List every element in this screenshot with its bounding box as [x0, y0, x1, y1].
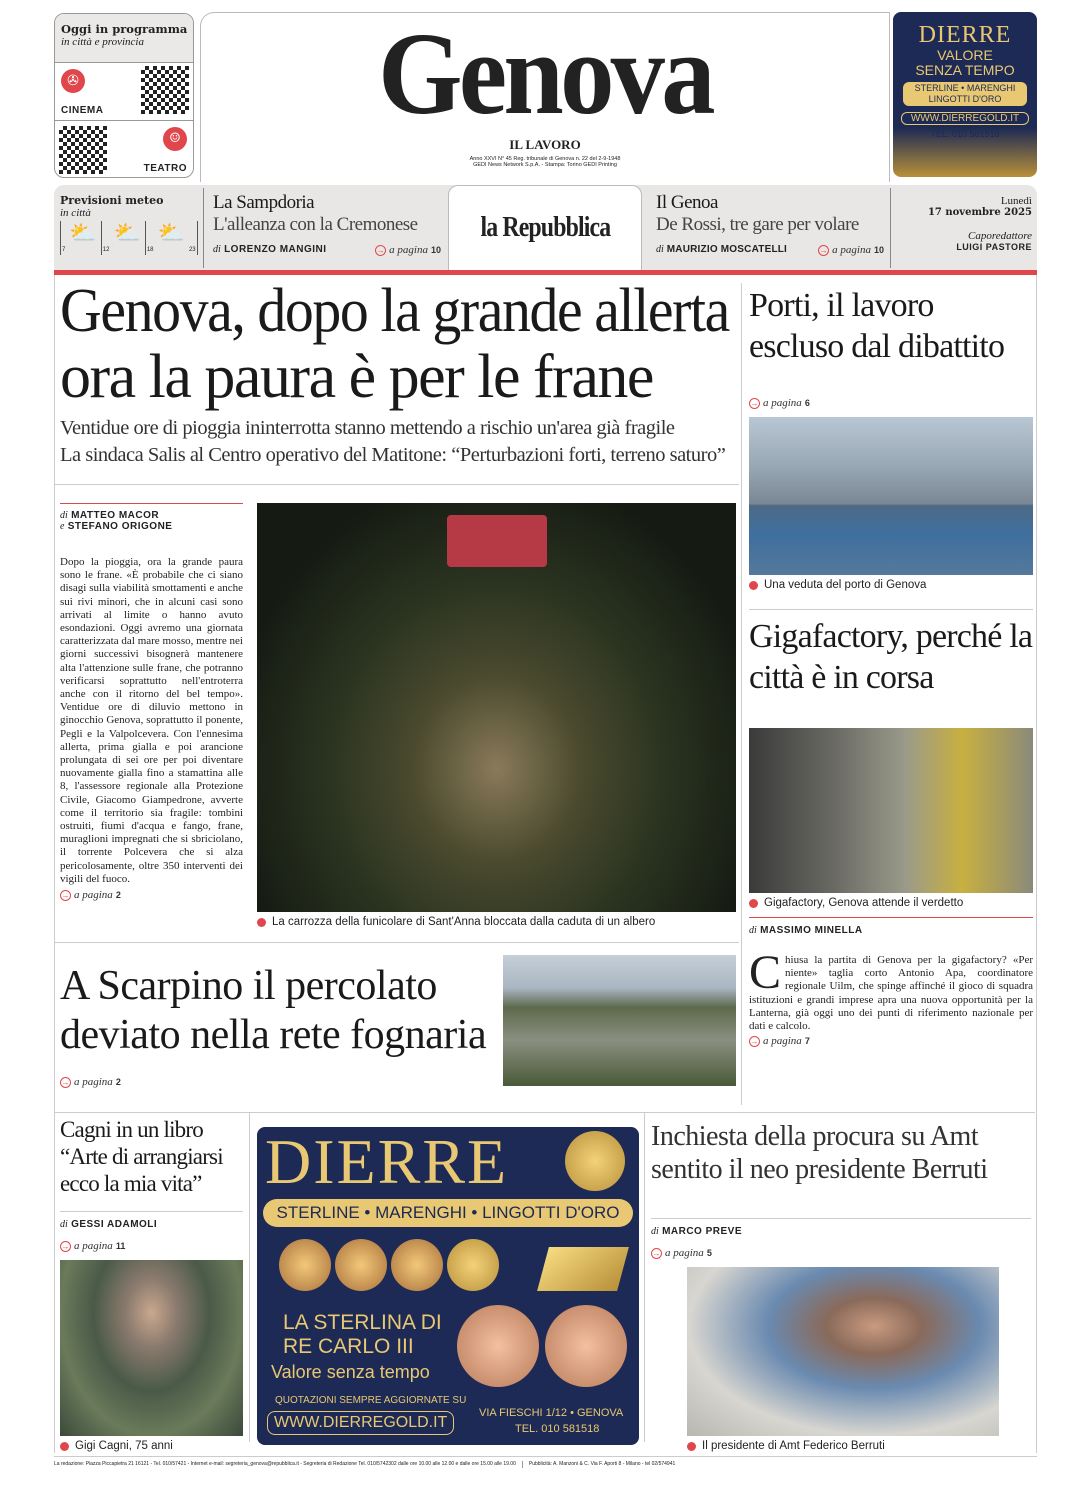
page-prefix: a pagina: [665, 1247, 704, 1259]
hour-label: 12: [101, 221, 110, 255]
meteo-title: Previsioni meteo: [60, 194, 164, 207]
page-number: 11: [115, 1241, 126, 1251]
masthead-info: GEDI News Network S.p.A. - Stampa: Torino GEDI Printing: [473, 162, 617, 168]
page-number: 6: [804, 398, 810, 408]
by-prefix: di: [651, 1226, 659, 1237]
author: GESSI ADAMOLI: [71, 1219, 158, 1230]
caption-dot-icon: [749, 581, 758, 590]
divider: [55, 942, 739, 943]
page-number: 2: [115, 890, 121, 901]
page-prefix: a pagina: [763, 1035, 802, 1048]
ad-text: VALORE: [937, 47, 993, 63]
teaser-kicker: La Sampdoria: [213, 192, 315, 213]
caption-dot-icon: [749, 899, 758, 908]
by-prefix: di: [749, 925, 757, 936]
ad-site: WWW.DIERREGOLD.IT: [267, 1411, 454, 1435]
body-text: hiusa la partita di Genova per la gigafactory? «Per niente» taglia corto Antonio Apa, coordinatore regionale Uilm, che spinge affinché il gioco di squadra istituzioni e grandi imprese apra una nuova opportunità per la Lanterna, già oggi uno dei punti di riferimento nazionale per dati e calcolo.: [749, 954, 1033, 1033]
ad-address: VIA FIESCHI 1/12 • GENOVA: [479, 1407, 624, 1419]
headline-line: ora la paura è per le frane: [60, 343, 653, 411]
cagni-headline[interactable]: Cagni in un libro “Arte di arrangiarsi ecco la mia vita”: [60, 1117, 223, 1196]
date-box: [895, 195, 1032, 252]
lead-headline[interactable]: [60, 278, 736, 410]
page-prefix: a pagina: [74, 889, 113, 902]
ad-tel: TEL. 010 581518: [930, 129, 1000, 139]
arrow-right-icon: →: [750, 398, 759, 408]
cinema-link[interactable]: [55, 62, 193, 120]
repubblica-logo: la Repubblica: [480, 212, 610, 243]
ad-text: RE CARLO III: [283, 1335, 414, 1358]
column-divider: [741, 283, 742, 1105]
berruti-photo: [687, 1267, 999, 1436]
author: MAURIZIO MOSCATELLI: [666, 244, 788, 255]
program-title: Oggi in programma: [61, 22, 188, 36]
page-link[interactable]: [60, 1240, 243, 1252]
page-prefix: a pagina: [763, 397, 802, 409]
giga-body: [749, 946, 1033, 1033]
amt-byline: [651, 1218, 1031, 1237]
arrow-right-icon: →: [61, 1077, 70, 1087]
page-number: 2: [115, 1077, 121, 1087]
caption-text: Gigafactory, Genova attende il verdetto: [764, 897, 964, 909]
hour-label: 18: [145, 221, 154, 255]
headline-line: Inchiesta della procura su Amt: [651, 1121, 979, 1152]
caption-text: Una veduta del porto di Genova: [764, 579, 927, 591]
by-prefix: di: [213, 244, 221, 255]
page-prefix: a pagina: [74, 1076, 113, 1088]
scarpino-photo: [503, 955, 736, 1086]
arrow-right-icon: →: [750, 1036, 759, 1046]
page-link[interactable]: [60, 1076, 121, 1088]
footer-rule: [54, 1456, 1037, 1457]
photo-caption: [257, 916, 736, 928]
cagni-byline: [60, 1211, 243, 1230]
ad-text: LINGOTTI D'ORO: [928, 94, 1002, 104]
caption-text: Il presidente di Amt Federico Berruti: [702, 1440, 885, 1452]
port-photo: [749, 417, 1033, 575]
photo-caption: [749, 579, 1033, 591]
lead-byline: [60, 503, 243, 532]
hour-label: 7: [60, 221, 65, 255]
editor-name: LUIGI PASTORE: [956, 242, 1032, 252]
strip-divider: [203, 188, 204, 268]
page-link[interactable]: [60, 889, 243, 901]
date-day: Lunedì: [1000, 195, 1032, 207]
column-divider: [249, 1112, 250, 1442]
coin-icon: [457, 1305, 539, 1387]
column-divider: [644, 1112, 645, 1442]
amt-column: [651, 1120, 1031, 1452]
masthead-subtitle: IL LAVORO: [509, 137, 581, 152]
scarpino-headline[interactable]: [60, 962, 495, 1060]
tram-car: [447, 515, 547, 567]
ad-text: QUOTAZIONI SEMPRE AGGIORNATE SU: [275, 1395, 467, 1406]
theater-mask-icon: ☺: [163, 127, 187, 151]
ad-text: LA STERLINA DI: [283, 1311, 442, 1334]
headline-line: Genova, dopo la grande allerta: [60, 277, 729, 345]
arrow-right-icon: →: [376, 245, 385, 255]
ad-band: STERLINE • MARENGHI • LINGOTTI D'ORO: [263, 1199, 633, 1227]
teaser-title: De Rossi, tre gare per volare: [656, 214, 859, 235]
coin-icon: [545, 1305, 627, 1387]
headline-line: sentito il neo presidente Berruti: [651, 1154, 988, 1185]
red-rule: [54, 270, 1037, 275]
cinema-label: CINEMA: [61, 105, 104, 116]
strip-divider: [890, 188, 891, 268]
author: STEFANO ORIGONE: [67, 521, 173, 532]
teaser-kicker: Il Genoa: [656, 192, 718, 213]
meteo-subtitle: in città: [60, 207, 91, 219]
lead-body: Dopo la pioggia, ora la grande paura sono le frane. «È probabile che ci siano disagi sulla viabilità smottamenti e anche sui rivi minori, che in alcuni casi sono arrivati al limite o hanno avuto esondazioni. Oggi avremo una giornata caratterizzata dal mare mosso, mentre nei giorni successivi bisognerà mantenere alta l'attenzione sulle frane, che potranno verificarsi soprattutto nell'entroterra anche con il ritorno del bel tempo». Ventidue ore di diluvio mettono in ginocchio Genova, soprattutto il ponente, Pegli e la Valpolcevera. Con l'ennesima allerta, prima gialla e poi arancione prolungata di sei ore per poi diventare nuovamente gialla fino a stamattina alle 8, l'assessore regionale alla Protezione Civile, Giacomo Giampedrone, avverte come il territorio sia fragile: tombini ostruiti, fiumi d'acqua e fango, frane, muraglioni impregnati che si sbriciolano, il torrente Polcevera che si alza pericolosamente, oltre 350 interventi dei vigili del fuoco.: [60, 556, 243, 885]
gold-bars-icon: [537, 1247, 629, 1291]
teaser-title: L'alleanza con la Cremonese: [213, 214, 418, 235]
frame-left: [54, 275, 55, 1453]
date: 17 novembre 2025: [927, 207, 1032, 218]
by-prefix: e: [60, 521, 65, 532]
teatro-link[interactable]: [55, 120, 193, 178]
footer: [54, 1461, 1037, 1468]
lead-subheadline: [60, 415, 736, 469]
sampdoria-teaser[interactable]: [213, 192, 441, 264]
coins-row: [279, 1239, 499, 1291]
ad-brand: DIERRE: [265, 1127, 509, 1197]
film-reel-icon: ✇: [61, 69, 85, 93]
teatro-label: TEATRO: [143, 163, 187, 174]
coin-icon: [335, 1239, 387, 1291]
page-number: 7: [804, 1036, 810, 1047]
program-subtitle: in città e provincia: [61, 36, 144, 48]
gold-coin-icon: [565, 1131, 625, 1191]
author: LORENZO MANGINI: [224, 244, 327, 255]
arrow-right-icon: →: [61, 890, 70, 900]
arrow-right-icon: →: [652, 1248, 661, 1258]
porti-headline[interactable]: Porti, il lavoro escluso dal dibattito: [749, 287, 1005, 365]
arrow-right-icon: →: [61, 1241, 70, 1251]
cloud-sun-icon: ⛅: [157, 221, 185, 246]
meteo-box[interactable]: [60, 194, 200, 264]
hour-label: 23: [189, 221, 198, 255]
coin-icon: [391, 1239, 443, 1291]
divider: [749, 609, 1033, 610]
headline-line: deviato nella rete fognaria: [60, 1012, 487, 1058]
coin-icon: [279, 1239, 331, 1291]
cagni-column: [60, 1116, 243, 1452]
footer-advertising: Pubblicità: A. Manzoni & C. Via F. Aporti 8 - Milano - tel 02/574941: [522, 1461, 675, 1468]
caption-dot-icon: [687, 1442, 696, 1451]
ad-text: STERLINE • MARENGHI: [914, 83, 1016, 93]
right-column: [749, 285, 1033, 1047]
page-prefix: a pagina: [832, 244, 871, 256]
photo-caption: [749, 897, 1033, 909]
page-link[interactable]: [749, 1035, 1033, 1047]
page-link[interactable]: [375, 244, 441, 256]
masthead: [200, 8, 890, 182]
by-prefix: di: [60, 1219, 68, 1230]
giga-byline: [749, 917, 1033, 936]
top-advertisement[interactable]: [893, 12, 1037, 177]
photo-caption: [687, 1440, 1031, 1452]
ad-band: [903, 82, 1027, 106]
page-number: 10: [430, 245, 441, 255]
ad-text: Valore senza tempo: [271, 1362, 430, 1382]
caption-text: La carrozza della funicolare di Sant'Anna bloccata dalla caduta di un albero: [272, 916, 656, 928]
dierre-advertisement[interactable]: [257, 1127, 639, 1445]
amt-headline[interactable]: [651, 1120, 1031, 1186]
ad-tel: TEL. 010 581518: [515, 1423, 600, 1435]
page-link[interactable]: [749, 397, 1033, 409]
page-link[interactable]: [818, 244, 884, 256]
cloud-sun-rain-icon: ⛅: [69, 221, 97, 246]
author: MATTEO MACOR: [71, 510, 160, 521]
program-box: [54, 13, 194, 178]
page-link[interactable]: [651, 1247, 1031, 1259]
headline-line: A Scarpino il percolato: [60, 963, 437, 1009]
cloud-sun-icon: ⛅: [113, 221, 141, 246]
divider: [55, 484, 739, 485]
by-prefix: di: [60, 510, 68, 521]
qr-code-icon: [141, 66, 189, 114]
author: MARCO PREVE: [662, 1226, 743, 1237]
ad-text: SENZA TEMPO: [915, 62, 1015, 78]
page-prefix: a pagina: [389, 244, 428, 256]
genoa-teaser[interactable]: [656, 192, 884, 264]
ad-site: WWW.DIERREGOLD.IT: [901, 112, 1029, 125]
masthead-info: Anno XXVI N° 45 Reg. tribunale di Genova n. 22 del 2-9-1948: [469, 156, 621, 162]
editor-role: Caporedattore: [968, 230, 1032, 242]
repubblica-logo-box: [448, 185, 642, 270]
masthead-title: Genova: [378, 8, 712, 139]
coin-icon: [447, 1239, 499, 1291]
caption-dot-icon: [257, 918, 266, 927]
page-number: 5: [706, 1248, 712, 1258]
page-number: 10: [873, 245, 884, 255]
divider: [55, 1112, 1035, 1113]
ad-brand: DIERRE: [918, 22, 1012, 48]
lead-text-column: [60, 503, 243, 935]
caption-text: Gigi Cagni, 75 anni: [75, 1440, 173, 1452]
cagni-photo: [60, 1260, 243, 1436]
footer-contacts: La redazione: Piazza Piccapietra 21 16121 - Tel. 010/57421 - Internet e-mail: segreteria_genova@repubblica.it - Segreteria di Redazione Tel. 010/5742302 dalle ore 10.00 alle 12.00 e dalle ore 15.00 alle 19.00: [54, 1461, 516, 1467]
subheadline-line: La sindaca Salis al Centro operativo del Matitone: “Perturbazioni forti, terreno saturo”: [60, 444, 726, 466]
page-prefix: a pagina: [74, 1240, 113, 1252]
dropcap: C: [749, 946, 782, 999]
gigafactory-headline[interactable]: Gigafactory, perché la città è in corsa: [749, 618, 1033, 696]
gigafactory-photo: [749, 728, 1033, 893]
by-prefix: di: [656, 244, 664, 255]
caption-dot-icon: [60, 1442, 69, 1451]
qr-code-icon: [59, 126, 107, 174]
photo-caption: [60, 1440, 243, 1452]
frame-right: [1036, 275, 1037, 1453]
subheadline-line: Ventidue ore di pioggia ininterrotta stanno mettendo a rischio un'area già fragile: [60, 417, 675, 439]
author: MASSIMO MINELLA: [760, 925, 863, 936]
arrow-right-icon: →: [819, 245, 828, 255]
